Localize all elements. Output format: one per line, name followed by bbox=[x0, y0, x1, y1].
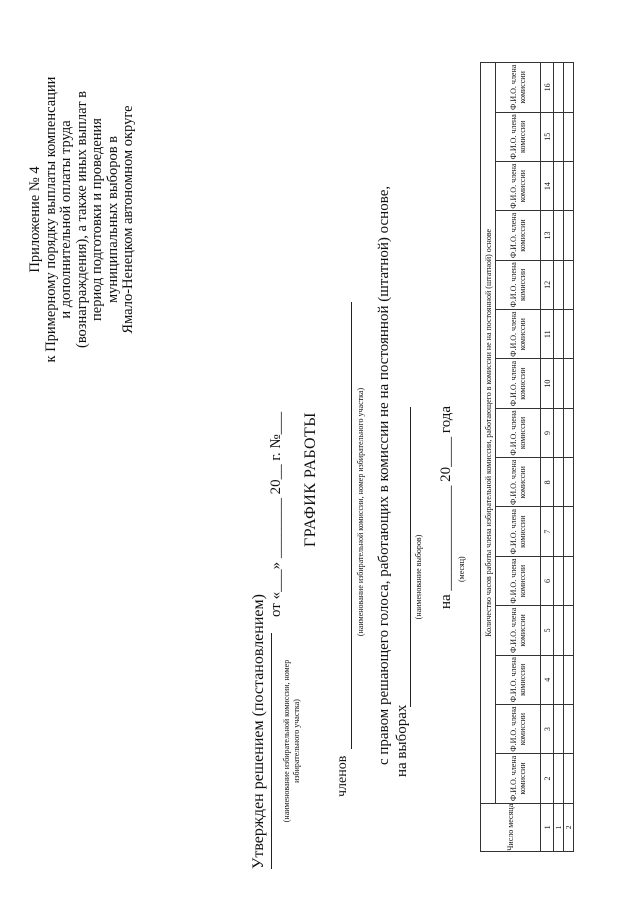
elections-underline bbox=[410, 407, 411, 707]
hours-cell[interactable] bbox=[564, 408, 574, 457]
approved-underline bbox=[270, 633, 272, 869]
hours-cell[interactable] bbox=[564, 211, 574, 260]
appendix-line: муниципальных выборов в bbox=[104, 135, 121, 304]
approved-note: (наименование избирательной комиссии, номер избирательного участка) bbox=[282, 659, 301, 823]
fio-header-cell: Ф.И.О. члена комиссии bbox=[496, 260, 541, 309]
hours-cell[interactable] bbox=[564, 359, 574, 408]
table-group-header-row bbox=[481, 63, 496, 852]
table-fio-row bbox=[496, 63, 541, 852]
column-number: 6 bbox=[541, 556, 554, 605]
right-vote-text: с правом решающего голоса, работающих в комиссии не на постоянной (штатной) основе, bbox=[376, 185, 392, 765]
hours-cell[interactable] bbox=[564, 507, 574, 556]
column-number: 5 bbox=[541, 606, 554, 655]
document-page bbox=[20, 27, 620, 877]
hours-cell[interactable] bbox=[554, 458, 564, 507]
month-note: (месяц) bbox=[457, 556, 466, 582]
column-number: 13 bbox=[541, 211, 554, 260]
column-number: 8 bbox=[541, 458, 554, 507]
fio-header-cell: Ф.И.О. члена комиссии bbox=[496, 507, 541, 556]
hours-cell[interactable] bbox=[554, 161, 564, 210]
hours-cell[interactable] bbox=[554, 63, 564, 113]
appendix-line: период подготовки и проведения bbox=[89, 118, 105, 321]
hours-cell[interactable] bbox=[554, 606, 564, 655]
fio-header-cell: Ф.И.О. члена комиссии bbox=[496, 655, 541, 704]
hours-cell[interactable] bbox=[554, 211, 564, 260]
hours-cell[interactable] bbox=[564, 556, 574, 605]
hours-cell[interactable] bbox=[554, 260, 564, 309]
fio-header-cell: Ф.И.О. члена комиссии bbox=[496, 161, 541, 210]
group-header: Количество часов работы члена избирательной комиссии, работающего в комиссии не на постоянной (штатной) основе bbox=[481, 63, 496, 804]
fio-header-cell: Ф.И.О. члена комиссии bbox=[496, 408, 541, 457]
fio-header-cell: Ф.И.О. члена комиссии bbox=[496, 458, 541, 507]
appendix-line: Ямало-Ненецком автономном округе bbox=[120, 105, 136, 334]
fio-header-cell: Ф.И.О. члена комиссии bbox=[496, 606, 541, 655]
fio-header-cell: Ф.И.О. члена комиссии bbox=[496, 359, 541, 408]
members-note: (наименование избирательной комиссии, номер избирательного участка) bbox=[356, 387, 365, 637]
hours-cell[interactable] bbox=[564, 310, 574, 359]
hours-cell[interactable] bbox=[554, 655, 564, 704]
elections-label: на выборах bbox=[394, 704, 410, 777]
hours-cell[interactable] bbox=[564, 754, 574, 803]
table-row bbox=[564, 63, 574, 852]
members-label: членов bbox=[335, 755, 350, 797]
fio-header-cell: Ф.И.О. члена комиссии bbox=[496, 556, 541, 605]
hours-cell[interactable] bbox=[554, 359, 564, 408]
members-underline bbox=[351, 302, 352, 749]
hours-cell[interactable] bbox=[564, 655, 574, 704]
month-header: Число месяца bbox=[481, 803, 541, 851]
table-row bbox=[554, 63, 564, 852]
hours-cell[interactable] bbox=[554, 507, 564, 556]
approved-label: Утвержден решением (постановлением) bbox=[250, 594, 267, 869]
hours-cell[interactable] bbox=[564, 260, 574, 309]
elections-note: (наименование выборов) bbox=[414, 534, 423, 620]
hours-cell[interactable] bbox=[554, 310, 564, 359]
column-number: 9 bbox=[541, 408, 554, 457]
table-number-row bbox=[541, 63, 554, 852]
hours-cell[interactable] bbox=[564, 63, 574, 113]
column-number: 12 bbox=[541, 260, 554, 309]
hours-cell[interactable] bbox=[564, 112, 574, 161]
column-number: 4 bbox=[541, 655, 554, 704]
hours-cell[interactable] bbox=[554, 556, 564, 605]
appendix-line: (вознаграждения), а также иных выплат в bbox=[73, 91, 90, 349]
appendix-block bbox=[28, 42, 137, 397]
schedule-table bbox=[480, 62, 574, 852]
month-col-number: 1 bbox=[541, 803, 554, 851]
fio-header-cell: Ф.И.О. члена комиссии bbox=[496, 211, 541, 260]
hours-cell[interactable] bbox=[564, 458, 574, 507]
hours-cell[interactable] bbox=[554, 754, 564, 803]
hours-cell[interactable] bbox=[554, 704, 564, 753]
hours-cell[interactable] bbox=[554, 112, 564, 161]
document-title: ГРАФИК РАБОТЫ bbox=[302, 412, 319, 547]
column-number: 3 bbox=[541, 704, 554, 753]
month-year-line: на ______________ 20____ года bbox=[438, 405, 454, 609]
column-number: 10 bbox=[541, 359, 554, 408]
fio-header-cell: Ф.И.О. члена комиссии bbox=[496, 112, 541, 161]
column-number: 2 bbox=[541, 754, 554, 803]
fio-header-cell: Ф.И.О. члена комиссии bbox=[496, 704, 541, 753]
hours-cell[interactable] bbox=[564, 606, 574, 655]
date-line: от «___» ________ 20__ г. №___ bbox=[268, 411, 284, 617]
hours-cell[interactable] bbox=[554, 408, 564, 457]
fio-header-cell: Ф.И.О. члена комиссии bbox=[496, 310, 541, 359]
appendix-line: Приложение № 4 bbox=[27, 166, 43, 273]
column-number: 14 bbox=[541, 161, 554, 210]
column-number: 11 bbox=[541, 310, 554, 359]
hours-cell[interactable] bbox=[564, 704, 574, 753]
appendix-line: и дополнительной оплаты труда bbox=[58, 120, 74, 319]
fio-header-cell: Ф.И.О. члена комиссии bbox=[496, 63, 541, 113]
day-number-cell[interactable]: 2 bbox=[564, 803, 574, 851]
column-number: 7 bbox=[541, 507, 554, 556]
hours-cell[interactable] bbox=[564, 161, 574, 210]
column-number: 16 bbox=[541, 63, 554, 113]
fio-header-cell: Ф.И.О. члена комиссии bbox=[496, 754, 541, 803]
day-number-cell[interactable]: 1 bbox=[554, 803, 564, 851]
appendix-line: к Примерному порядку выплаты компенсации bbox=[42, 76, 59, 363]
column-number: 15 bbox=[541, 112, 554, 161]
